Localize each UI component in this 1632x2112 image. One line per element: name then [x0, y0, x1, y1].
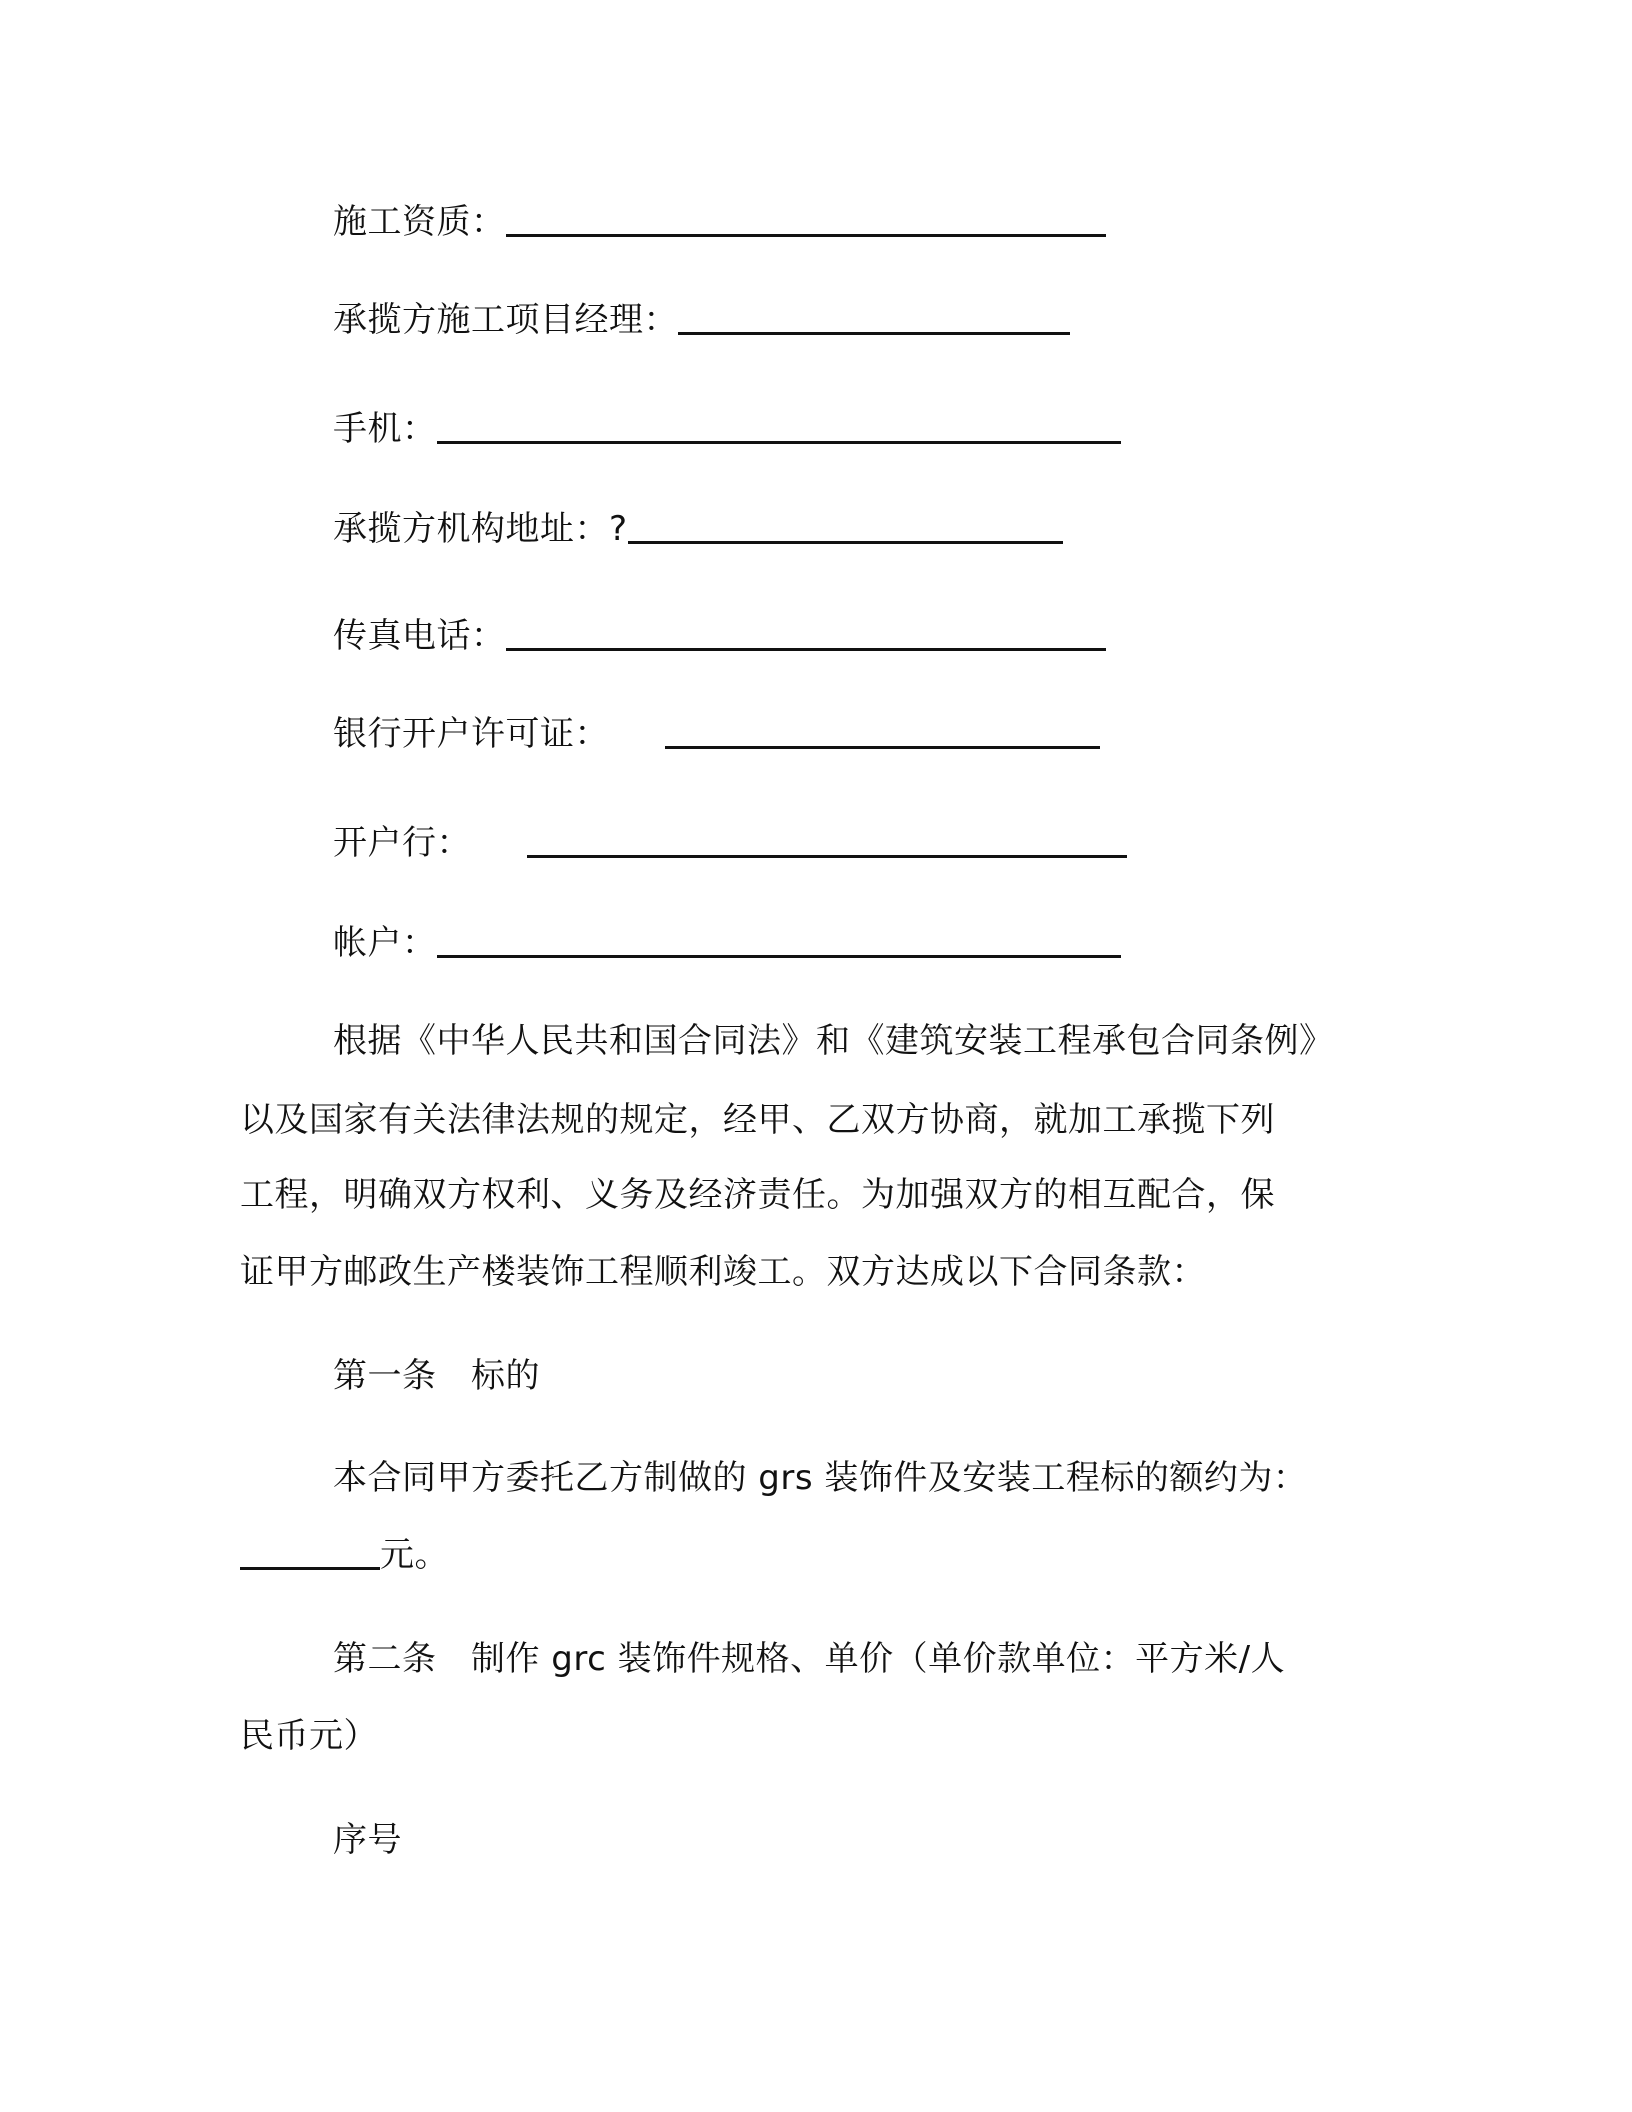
- field-label: 传真电话：: [333, 616, 506, 656]
- article-1-body-line-1: 本合同甲方委托乙方制做的 grs 装饰件及安装工程标的额约为：: [333, 1458, 1308, 1498]
- field-mobile: [333, 407, 1121, 451]
- fill-blank[interactable]: [506, 618, 1106, 651]
- field-label: 帐户：: [333, 923, 437, 963]
- article-1-heading: 第一条 标的: [333, 1356, 540, 1396]
- amount-blank[interactable]: [240, 1537, 380, 1570]
- field-label: 手机：: [333, 409, 437, 449]
- field-account: [333, 921, 1121, 965]
- field-fax: [333, 614, 1106, 658]
- article-2-heading-line-1: 第二条 制作 grc 装饰件规格、单价（单价款单位：平方米/人: [333, 1639, 1286, 1679]
- field-qualification: [333, 200, 1106, 244]
- table-header-serial-number: 序号: [333, 1820, 402, 1860]
- amount-suffix: 元。: [380, 1535, 449, 1575]
- field-label: 施工资质：: [333, 202, 506, 242]
- field-label: 承揽方施工项目经理：: [333, 300, 678, 340]
- fill-blank[interactable]: [506, 204, 1106, 237]
- field-bank: [333, 821, 1127, 865]
- field-bank-permit: [333, 712, 1100, 756]
- fill-blank[interactable]: [527, 825, 1127, 858]
- field-label: 承揽方机构地址：?: [333, 509, 628, 549]
- fill-blank[interactable]: [628, 511, 1063, 544]
- intro-line-2: 以及国家有关法律法规的规定，经甲、乙双方协商，就加工承揽下列: [240, 1100, 1275, 1140]
- fill-blank[interactable]: [665, 716, 1100, 749]
- field-project-manager: [333, 298, 1070, 342]
- field-label: 开户行：: [333, 823, 471, 863]
- intro-line-1: 根据《中华人民共和国合同法》和《建筑安装工程承包合同条例》: [333, 1021, 1334, 1061]
- field-address: [333, 507, 1063, 551]
- intro-line-4: 证甲方邮政生产楼装饰工程顺利竣工。双方达成以下合同条款：: [240, 1252, 1206, 1292]
- fill-blank[interactable]: [678, 302, 1070, 335]
- article-2-heading-line-2: 民币元）: [240, 1716, 378, 1756]
- fill-blank[interactable]: [437, 411, 1121, 444]
- intro-line-3: 工程，明确双方权利、义务及经济责任。为加强双方的相互配合，保: [240, 1175, 1275, 1215]
- field-label: 银行开户许可证：: [333, 714, 609, 754]
- fill-blank[interactable]: [437, 925, 1121, 958]
- article-1-body-line-2: [240, 1533, 449, 1577]
